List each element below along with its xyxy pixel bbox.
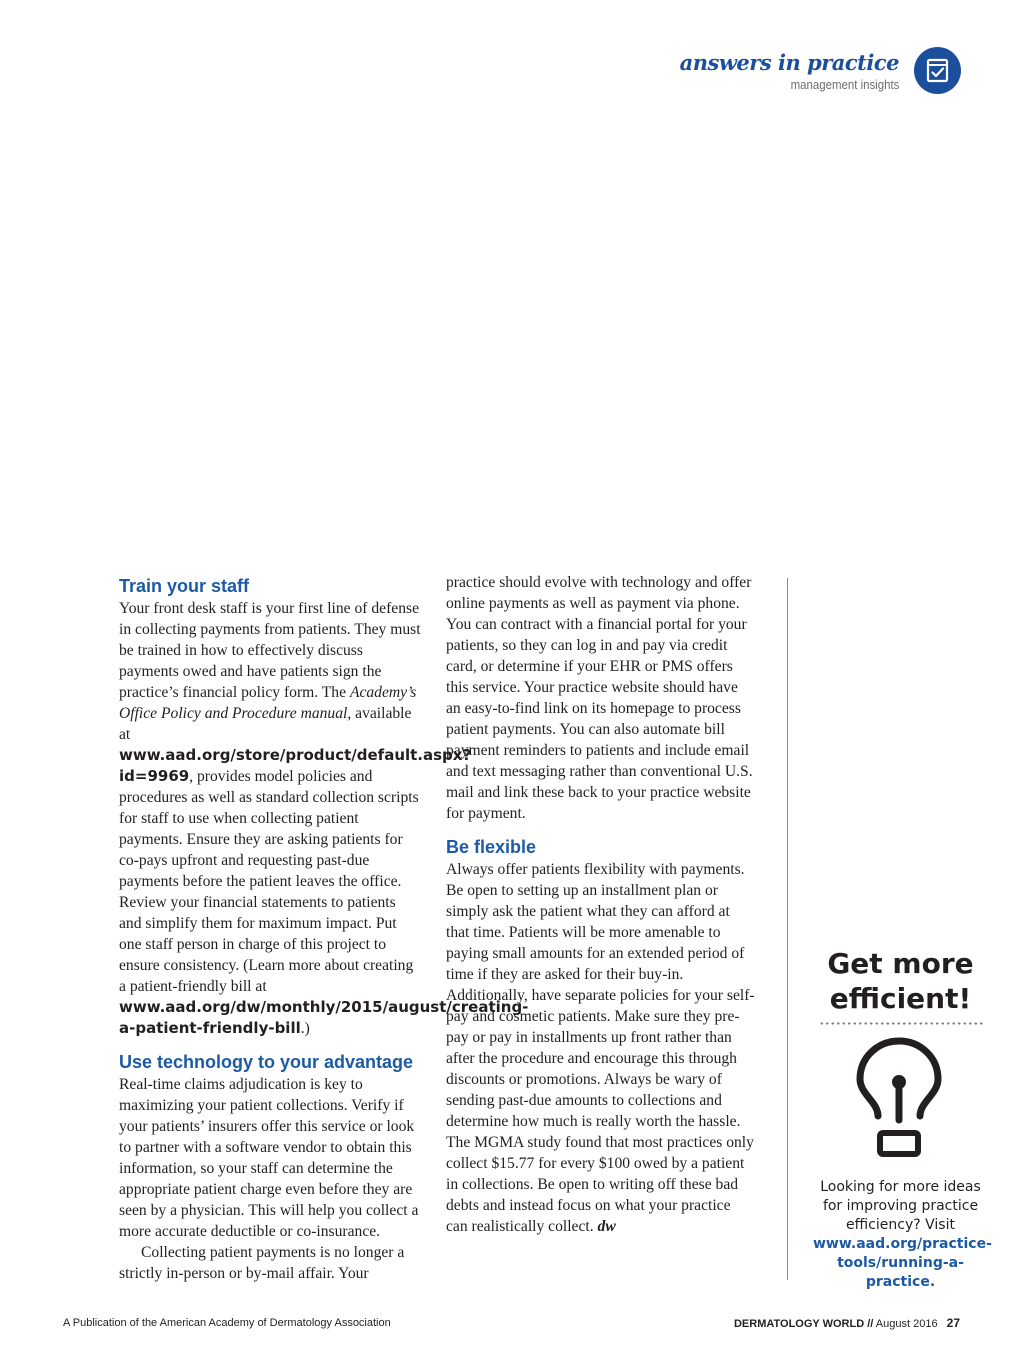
patient-friendly-bill-link[interactable]: www.aad.org/dw/monthly/2015/august/creating-a-patient-friendly-bill <box>119 998 529 1037</box>
store-product-link[interactable]: www.aad.org/store/product/default.aspx?id=9969 <box>119 746 472 785</box>
page-number: 27 <box>946 1316 960 1330</box>
sidebar-title-line: efficient! <box>829 982 972 1015</box>
footer-publication: A Publication of the American Academy of Dermatology Association <box>63 1317 391 1329</box>
footer-issue <box>734 1316 960 1330</box>
manual-title: Academy’s Office Policy and Procedure manual <box>119 684 417 722</box>
sidebar-title <box>813 946 988 1016</box>
text-run: , provides model policies and procedures as well as standard collection scripts for staff to use when collecting patient payments. Ensure they are asking patients for co-pays upfront and requesting past-due payments before the patient leaves the office. Review your financial statements to patients and simplify them for maximum impact. Put one staff person in charge of this project to ensure consistency. (Learn more about creating a patient-friendly bill at <box>119 768 419 995</box>
dotted-divider <box>819 1022 983 1025</box>
paragraph-technology-1: Real-time claims adjudication is key to maximizing your patient collections. Verify if your patients’ insurers offer this service or look to partner with a software vendor to obtain this information, so your staff can determine the appropriate patient charge even before they are seen by a physician. This will help you collect a more accurate deductible or co-insurance. <box>119 1076 419 1240</box>
footer-separator: // <box>867 1318 874 1330</box>
heading-be-flexible: Be flexible <box>446 837 537 857</box>
heading-train-your-staff: Train your staff <box>119 576 250 596</box>
column-divider <box>787 578 788 1280</box>
section-header <box>680 50 899 93</box>
section-title: answers in practice <box>679 50 899 75</box>
heading-use-technology: Use technology to your advantage <box>119 1052 414 1072</box>
sidebar-text: Looking for more ideas for improving practice efficiency? Visit <box>820 1179 981 1233</box>
paragraph-technology-2-start: Collecting patient payments is no longer a strictly in-person or by-mail affair. Your <box>119 1244 405 1282</box>
issue-date: August 2016 <box>875 1318 938 1330</box>
text-run: , available at <box>119 705 412 743</box>
text-run: Always offer patients flexibility with payments. Be open to setting up an installment plan or simply ask the patient what they can afford at that time. Patients will be more amenable to paying small amounts for an extended period of time if they are asked for their buy-in. Additionally, have separate policies for your self-pay and cosmetic patients. Make sure they pre-pay or pay in installments up front rather than after the procedure and encourage this through discounts or promotions. Always be wary of sending past-due amounts to collections and determine how much is really worth the hassle. The MGMA study found that most practices only collect $15.77 for every $100 owed by a patient in collections. Be open to writing off these bad debts and instead focus on what your practice can realistically collect. <box>446 861 755 1235</box>
signoff-mark: dw <box>597 1218 616 1235</box>
text-run: .) <box>300 1020 310 1037</box>
section-subtitle: management insights <box>790 77 899 92</box>
sidebar-body <box>813 1178 992 1292</box>
sidebar-title-line: Get more <box>827 947 974 980</box>
lightbulb-icon <box>853 1036 945 1167</box>
running-a-practice-link[interactable]: www.aad.org/practice-tools/running-a-practice. <box>813 1236 992 1290</box>
article-column-2 <box>446 572 756 1237</box>
text-run: Your front desk staff is your first line of defense in collecting payments from patients. They must be trained in how to effectively discuss payments owed and have patients sign the practice’s financial policy form. The <box>119 600 421 701</box>
magazine-name: DERMATOLOGY WORLD <box>733 1318 865 1330</box>
paragraph-be-flexible <box>446 859 756 1237</box>
checklist-icon <box>914 47 961 94</box>
paragraph-technology-2-cont: practice should evolve with technology and offer online payments as well as payment via phone. You can contract with a financial portal for your patients, so they can log in and pay via credit card, or determine if your EHR or PMS offers this service. Your practice website should have an easy-to-find link on its homepage to process patient payments. You can also automate bill payment reminders to patients and include email and text messaging rather than conventional U.S. mail and link these back to your practice website for payment. <box>446 574 753 822</box>
